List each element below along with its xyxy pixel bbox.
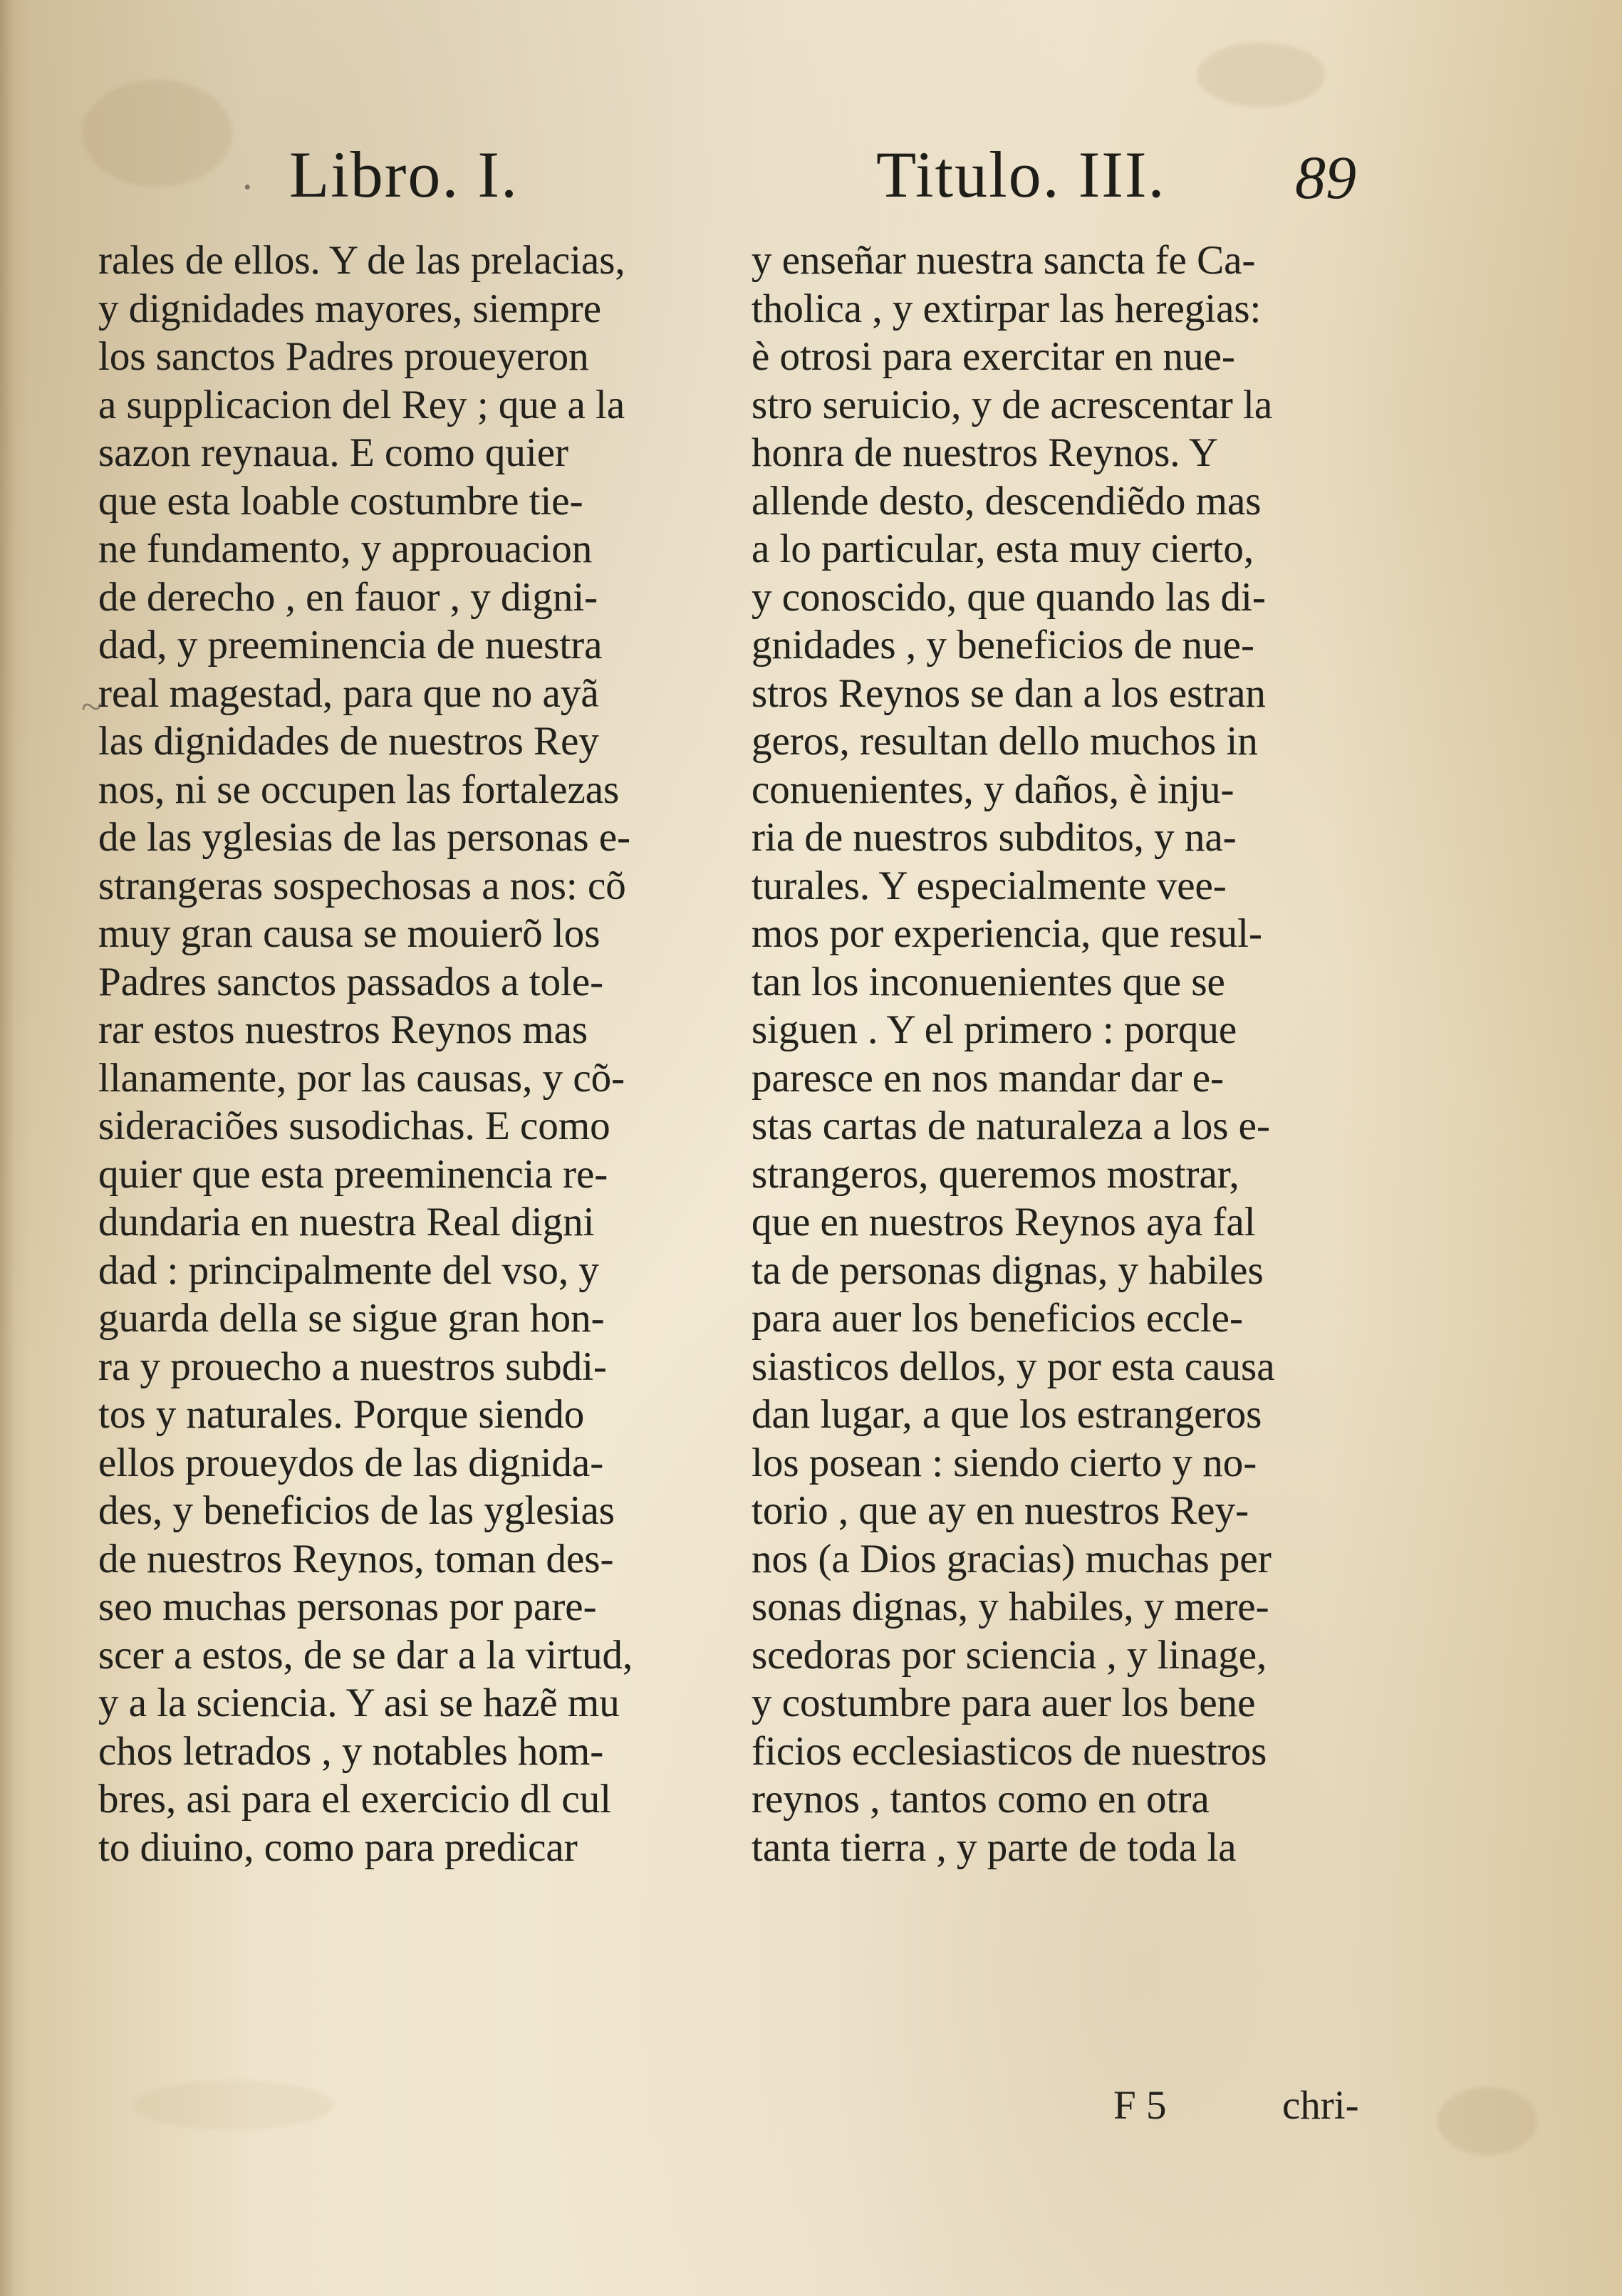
left-text-line: Padres sanctos passados a tole- (98, 959, 604, 1004)
left-text-line: tos y naturales. Porque siendo (98, 1392, 585, 1437)
right-text-line: a lo particular, esta muy cierto, (752, 526, 1254, 571)
running-header-left: Libro. I. (289, 138, 519, 211)
left-text-line: las dignidades de nuestros Rey (98, 719, 599, 764)
right-text-line: scedoras por sciencia , y linage, (752, 1632, 1267, 1678)
right-text-line: ta de personas dignas, y habiles (752, 1247, 1264, 1293)
binding-shadow (0, 0, 30, 2296)
right-text-line: gnidades , y beneficios de nue- (752, 623, 1254, 667)
left-text-line: rar estos nuestros Reynos mas (98, 1007, 588, 1052)
left-text-line: bres, asi para el exercicio dl cul (98, 1777, 612, 1822)
left-text-line: quier que esta preeminencia re- (98, 1151, 608, 1197)
catchword: chri- (1282, 2083, 1359, 2128)
right-text-line: conuenientes, y daños, è inju- (752, 767, 1234, 812)
right-text-line: y costumbre para auer los bene (752, 1681, 1256, 1725)
right-text-line: nos (a Dios gracias) muchas per (752, 1536, 1272, 1581)
left-text-line: a supplicacion del Rey ; que a la (98, 382, 625, 427)
left-text-line: los sanctos Padres proueyeron (98, 334, 589, 379)
right-text-line: stas cartas de naturaleza a los e- (752, 1103, 1270, 1148)
paper-stain (134, 2080, 333, 2130)
top-margin-mark: . (242, 152, 253, 198)
right-text-line: turales. Y especialmente vee- (752, 863, 1227, 908)
right-text-line: y conoscido, que quando las di- (752, 574, 1266, 620)
left-text-line: sazon reynaua. E como quier (98, 430, 568, 475)
left-text-line: que esta loable costumbre tie- (98, 478, 583, 524)
left-text-line: ellos proueydos de las dignida- (98, 1440, 604, 1485)
left-text-line: real magestad, para que no ayã (98, 670, 599, 716)
paper-stain (1438, 2087, 1537, 2155)
left-text-line: nos, ni se occupen las fortalezas (98, 767, 620, 812)
right-text-line: allende desto, descendiẽdo mas (752, 478, 1262, 524)
right-text-line: los posean : siendo cierto y no- (752, 1440, 1257, 1485)
right-text-line: que en nuestros Reynos aya fal (752, 1200, 1256, 1245)
left-text-line: to diuino, como para predicar (98, 1824, 578, 1870)
right-text-line: mos por experiencia, que resul- (752, 911, 1262, 956)
right-text-line: paresce en nos mandar dar e- (752, 1055, 1225, 1101)
right-text-line: ria de nuestros subditos, y na- (752, 815, 1237, 860)
left-text-line: seo muchas personas por pare- (98, 1584, 597, 1629)
right-text-line: siguen . Y el primero : porque (752, 1007, 1237, 1052)
left-text-line: des, y beneficios de las yglesias (98, 1488, 615, 1533)
left-text-line: scer a estos, de se dar a la virtud, (98, 1632, 633, 1678)
right-text-line: y enseñar nuestra sancta fe Ca- (752, 238, 1256, 283)
right-text-line: honra de nuestros Reynos. Y (752, 430, 1218, 475)
page-number: 89 (1295, 143, 1356, 212)
left-text-line: de nuestros Reynos, toman des- (98, 1536, 614, 1581)
left-text-line: y dignidades mayores, siempre (98, 286, 601, 331)
right-text-line: strangeros, queremos mostrar, (752, 1151, 1239, 1197)
right-text-column (752, 237, 1364, 2082)
left-text-line: llanamente, por las causas, y cõ- (98, 1055, 625, 1101)
right-text-line: torio , que ay en nuestros Rey- (752, 1488, 1249, 1533)
right-text-line: tan los inconuenientes que se (752, 959, 1225, 1004)
right-text-line: siasticos dellos, y por esta causa (752, 1344, 1275, 1389)
paper-stain (83, 80, 232, 187)
right-text-line: reynos , tantos como en otra (752, 1777, 1210, 1822)
right-text-line: ficios ecclesiasticos de nuestros (752, 1728, 1267, 1774)
left-text-line: chos letrados , y notables hom- (98, 1728, 604, 1774)
left-text-line: sideraciões susodichas. E como (98, 1103, 610, 1148)
right-text-line: è otrosi para exercitar en nue- (752, 334, 1235, 379)
right-text-line: sonas dignas, y habiles, y mere- (752, 1584, 1269, 1629)
right-text-line: tanta tierra , y parte de toda la (752, 1824, 1237, 1870)
left-text-line: rales de ellos. Y de las prelacias, (98, 238, 625, 283)
left-text-line: dad : principalmente del vso, y (98, 1247, 599, 1293)
left-text-line: guarda della se sigue gran hon- (98, 1296, 605, 1341)
side-margin-mark: ~ (81, 685, 103, 728)
left-text-line: strangeras sospechosas a nos: cõ (98, 863, 626, 908)
right-text-line: dan lugar, a que los estrangeros (752, 1392, 1262, 1437)
left-text-line: dad, y preeminencia de nuestra (98, 623, 603, 667)
left-text-line: dundaria en nuestra Real digni (98, 1200, 595, 1245)
right-text-line: geros, resultan dello muchos in (752, 719, 1258, 764)
left-text-line: y a la sciencia. Y asi se hazẽ mu (98, 1681, 620, 1725)
left-text-line: de derecho , en fauor , y digni- (98, 574, 598, 620)
signature-mark: F 5 (1113, 2083, 1167, 2128)
right-text-line: tholica , y extirpar las heregias: (752, 286, 1262, 331)
right-text-line: stro seruicio, y de acrescentar la (752, 382, 1273, 427)
right-text-line: stros Reynos se dan a los estran (752, 670, 1266, 716)
running-header-right: Titulo. III. (876, 138, 1166, 211)
left-text-line: muy gran causa se mouierõ los (98, 911, 601, 956)
left-text-column (98, 237, 711, 2082)
left-text-line: de las yglesias de las personas e- (98, 815, 631, 860)
paper-stain (1197, 43, 1325, 107)
left-text-line: ra y prouecho a nuestros subdi- (98, 1344, 607, 1389)
left-text-line: ne fundamento, y approuacion (98, 526, 593, 571)
right-text-line: para auer los beneficios eccle- (752, 1296, 1243, 1341)
